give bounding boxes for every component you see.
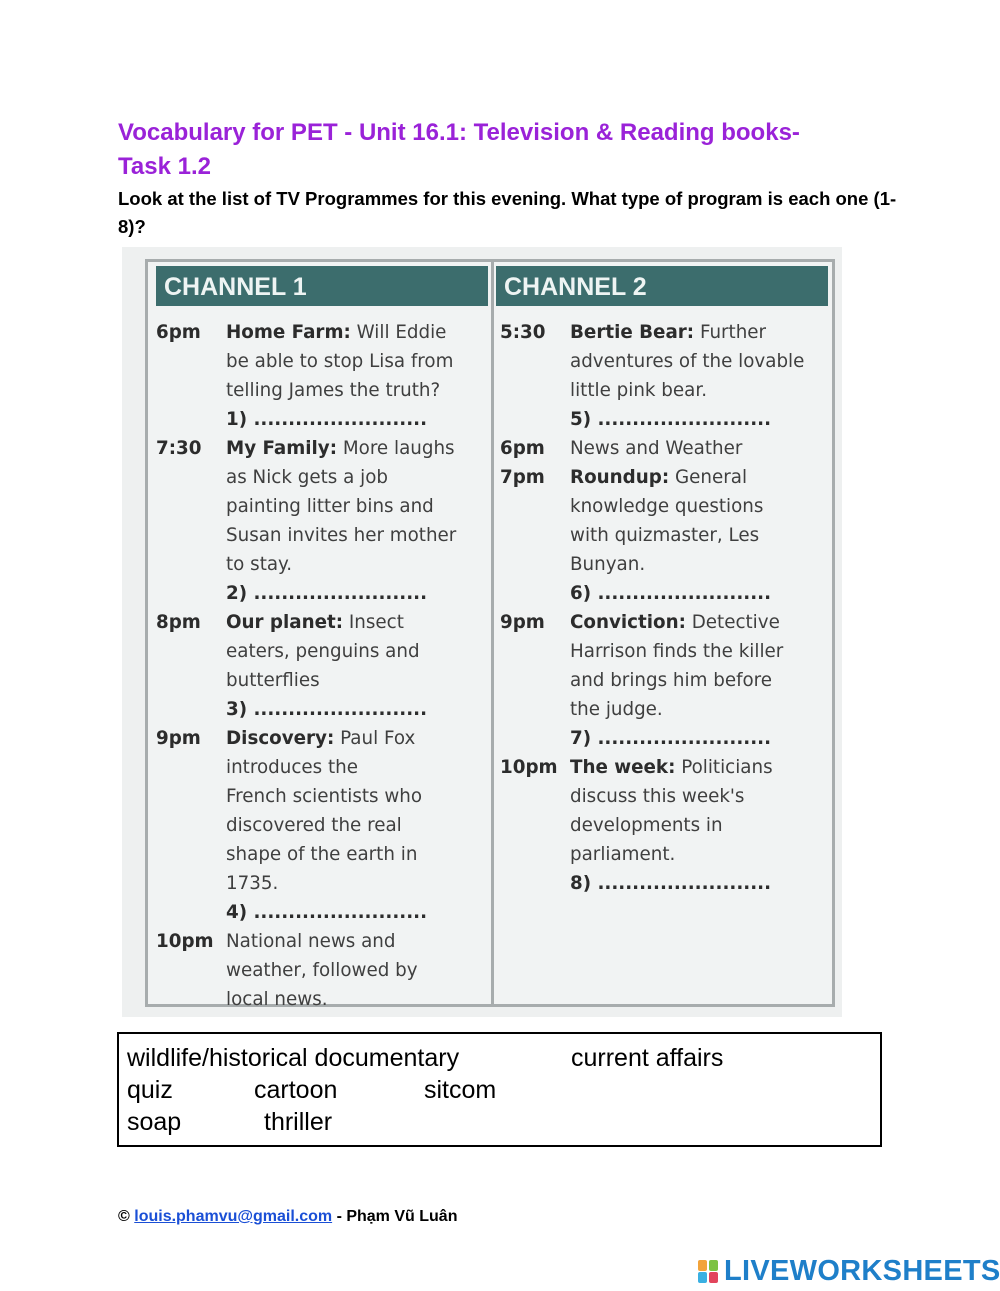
programme-description <box>226 608 491 724</box>
description-text: introduces the <box>226 757 358 778</box>
answer-blank[interactable]: 3) ......................... <box>226 699 428 720</box>
description-line <box>226 376 491 405</box>
description-text: parliament. <box>570 844 676 865</box>
programme-description <box>570 753 835 898</box>
description-text: More laughs <box>342 438 455 459</box>
description-text: Harrison finds the killer <box>570 641 784 662</box>
description-line <box>570 521 835 550</box>
description-line <box>570 811 835 840</box>
footer-credit <box>118 1208 457 1226</box>
description-line <box>570 637 835 666</box>
description-line <box>226 985 491 1014</box>
word-documentary: wildlife/historical documentary <box>127 1044 460 1072</box>
liveworksheets-logo-icon <box>698 1258 720 1284</box>
programme-time: 6pm <box>500 438 545 459</box>
description-line <box>570 608 835 637</box>
description-text: as Nick gets a job <box>226 467 388 488</box>
description-text: weather, followed by <box>226 960 418 981</box>
liveworksheets-logo[interactable] <box>698 1254 1000 1288</box>
copyright-symbol: © <box>118 1208 130 1225</box>
description-text: shape of the earth in <box>226 844 418 865</box>
description-line <box>226 318 491 347</box>
description-line <box>570 318 835 347</box>
channel-2-heading: CHANNEL 2 <box>496 266 828 306</box>
description-text: 1735. <box>226 873 279 894</box>
programme-time: 7pm <box>500 467 545 488</box>
answer-blank[interactable]: 5) ......................... <box>570 409 772 430</box>
description-text: with quizmaster, Les <box>570 525 760 546</box>
programme-time: 8pm <box>156 612 201 633</box>
description-line <box>226 434 491 463</box>
word-soap: soap <box>127 1108 182 1136</box>
answer-blank[interactable]: 7) ......................... <box>570 728 772 749</box>
author-email-link[interactable]: louis.phamvu@gmail.com <box>134 1208 333 1225</box>
description-text: telling James the truth? <box>226 380 441 401</box>
answer-blank[interactable]: 2) ......................... <box>226 583 428 604</box>
description-text: eaters, penguins and <box>226 641 420 662</box>
description-text: Paul Fox <box>340 728 416 749</box>
description-text: Insect <box>348 612 404 633</box>
instruction-text: Look at the list of TV Programmes for this evening. What type of program is each one (1-8)? <box>118 188 897 237</box>
description-text: Susan invites her mother <box>226 525 457 546</box>
programme-description <box>570 434 835 463</box>
description-line <box>226 492 491 521</box>
programme-time: 5:30 <box>500 322 546 343</box>
word-bank-box <box>117 1032 882 1147</box>
word-current-affairs: current affairs <box>571 1044 724 1072</box>
description-text: National news and <box>226 931 396 952</box>
description-text: adventures of the lovable <box>570 351 805 372</box>
description-text: French scientists who <box>226 786 423 807</box>
programme-description <box>226 724 491 927</box>
answer-blank[interactable]: 8) ......................... <box>570 873 772 894</box>
description-line <box>226 956 491 985</box>
description-text: News and Weather <box>570 438 743 459</box>
programme-time: 9pm <box>156 728 201 749</box>
description-text: butterflies <box>226 670 320 691</box>
programme-description <box>570 608 835 753</box>
programme-time: 7:30 <box>156 438 202 459</box>
answer-blank[interactable]: 6) ......................... <box>570 583 772 604</box>
description-line <box>226 666 491 695</box>
description-line <box>570 434 835 463</box>
description-line <box>226 840 491 869</box>
description-text: Detective <box>691 612 780 633</box>
programme-name: Bertie Bear: <box>570 322 695 343</box>
description-line <box>226 608 491 637</box>
description-line <box>226 811 491 840</box>
programme-description <box>570 463 835 608</box>
tv-guide-table <box>145 259 835 1010</box>
description-text: developments in <box>570 815 723 836</box>
description-text: Bunyan. <box>570 554 646 575</box>
programme-name: Roundup: <box>570 467 670 488</box>
description-line <box>570 695 835 724</box>
description-line <box>226 782 491 811</box>
channel-1-heading: CHANNEL 1 <box>156 266 488 306</box>
description-line <box>570 463 835 492</box>
page-title: Vocabulary for PET - Unit 16.1: Television & Reading books-Task 1.2 <box>118 119 800 180</box>
description-text: and brings him before <box>570 670 773 691</box>
programme-description <box>226 434 491 608</box>
programme-name: Conviction: <box>570 612 686 633</box>
word-quiz: quiz <box>127 1076 173 1104</box>
description-line <box>226 463 491 492</box>
description-line <box>570 840 835 869</box>
description-text: to stay. <box>226 554 293 575</box>
description-line <box>570 782 835 811</box>
description-text: local news. <box>226 989 328 1010</box>
programme-name: Home Farm: <box>226 322 351 343</box>
description-text: be able to stop Lisa from <box>226 351 454 372</box>
description-text: painting litter bins and <box>226 496 434 517</box>
description-line <box>570 550 835 579</box>
description-text: Will Eddie <box>356 322 447 343</box>
tv-guide-image <box>122 247 842 1017</box>
description-text: knowledge questions <box>570 496 764 517</box>
answer-blank[interactable]: 4) ......................... <box>226 902 428 923</box>
programme-time: 10pm <box>156 931 214 952</box>
description-text: General <box>674 467 748 488</box>
programme-time: 6pm <box>156 322 201 343</box>
description-line <box>226 347 491 376</box>
programme-description <box>226 318 491 434</box>
description-text: the judge. <box>570 699 663 720</box>
description-line <box>570 666 835 695</box>
word-sitcom: sitcom <box>424 1076 497 1104</box>
description-line <box>570 376 835 405</box>
description-line <box>570 753 835 782</box>
description-line <box>570 492 835 521</box>
liveworksheets-logo-text: LIVEWORKSHEETS <box>724 1254 1000 1287</box>
programme-time: 9pm <box>500 612 545 633</box>
description-line <box>226 550 491 579</box>
answer-blank[interactable]: 1) ......................... <box>226 409 428 430</box>
programme-name: Discovery: <box>226 728 335 749</box>
word-cartoon: cartoon <box>254 1076 338 1104</box>
programme-name: The week: <box>570 757 676 778</box>
description-text: discuss this week's <box>570 786 745 807</box>
author-name: - Phạm Vũ Luân <box>336 1208 458 1225</box>
description-line <box>226 724 491 753</box>
description-line <box>226 927 491 956</box>
programme-time: 10pm <box>500 757 558 778</box>
description-text: little pink bear. <box>570 380 708 401</box>
column-divider <box>491 262 494 1004</box>
description-line <box>570 347 835 376</box>
word-thriller: thriller <box>264 1108 333 1136</box>
programme-name: My Family: <box>226 438 338 459</box>
programme-name: Our planet: <box>226 612 344 633</box>
description-line <box>226 869 491 898</box>
programme-description <box>226 927 491 1014</box>
description-line <box>226 637 491 666</box>
description-text: Further <box>699 322 767 343</box>
description-line <box>226 753 491 782</box>
programme-description <box>570 318 835 434</box>
description-line <box>226 521 491 550</box>
description-text: Politicians <box>681 757 773 778</box>
description-text: discovered the real <box>226 815 402 836</box>
